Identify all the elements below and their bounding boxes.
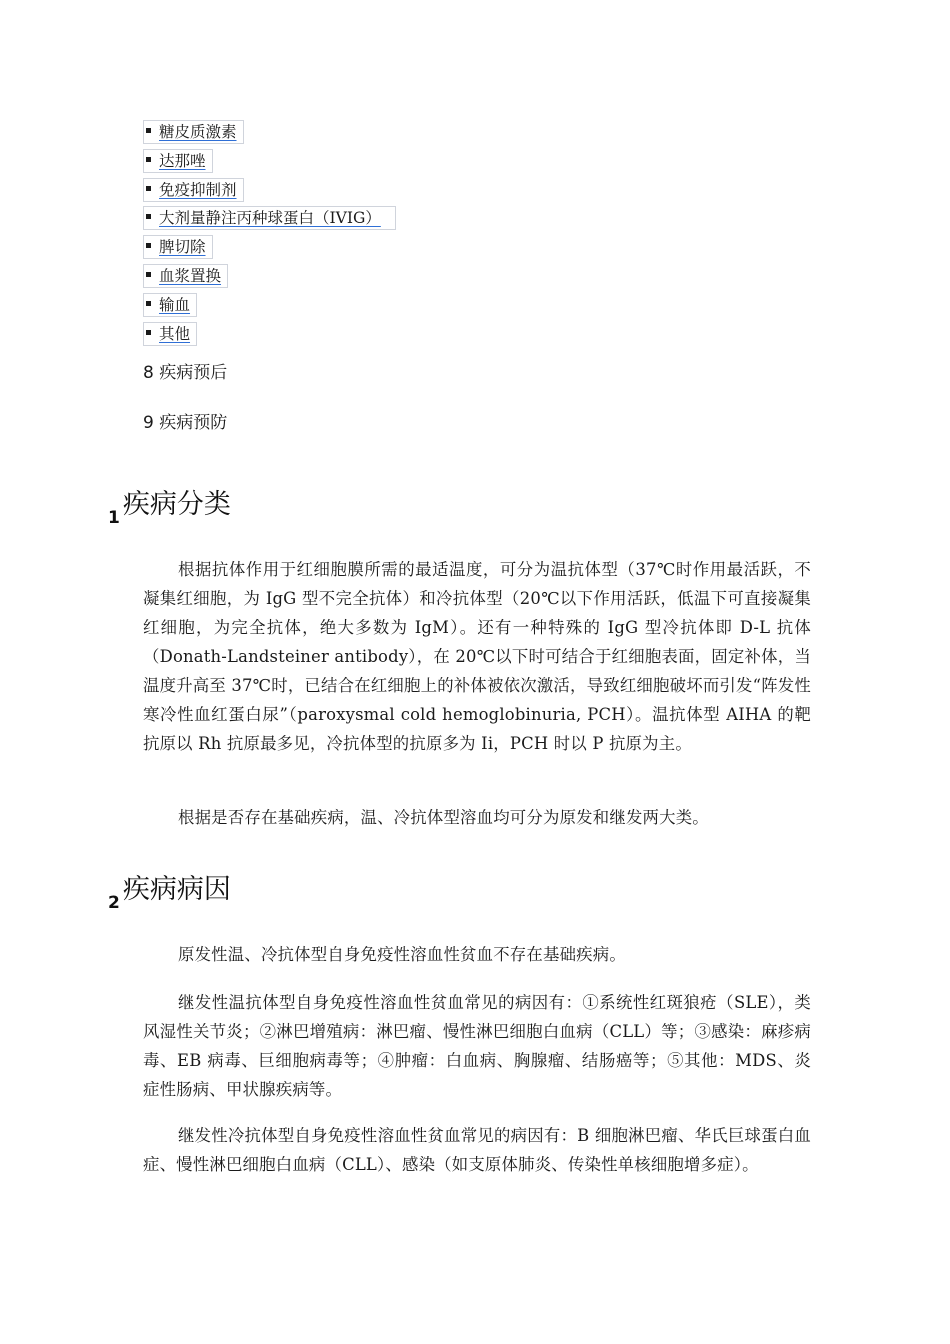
paragraph: 根据抗体作用于红细胞膜所需的最适温度，可分为温抗体型（37℃时作用最活跃，不凝集红细胞，为 IgG 型不完全抗体）和冷抗体型（20℃以下作用活跃，低温下可直接凝集红细胞，为完全抗体，绝大多数为 IgM）。还有一种特殊的 IgG 型冷抗体即 D-L 抗体（Donath-Landsteiner antibody），在 20℃以下时可结合于红细胞表面，固定补体，当温度升高至 37℃时，已结合在红细胞上的补体被依次激活，导致红细胞破坏而引发“阵发性寒冷性血红蛋白尿”（paroxysmal cold hemoglobinuria, PCH）。温抗体型 AIHA 的靶抗原以 Rh 抗原最多见，冷抗体型的抗原多为 Ii，PCH 时以 P 抗原为主。	[143, 560, 811, 753]
toc-link-box[interactable]	[143, 322, 197, 346]
bullet-icon	[146, 214, 151, 219]
toc-link[interactable]: 达那唑	[159, 151, 206, 170]
toc-item-splenectomy[interactable]	[143, 235, 396, 257]
paragraph: 继发性冷抗体型自身免疫性溶血性贫血常见的病因有：B 细胞淋巴瘤、华氏巨球蛋白血症、慢性淋巴细胞白血病（CLL）、感染（如支原体肺炎、传染性单核细胞增多症）。	[143, 1126, 811, 1174]
toc-link[interactable]: 输血	[159, 295, 191, 314]
bullet-icon	[146, 186, 151, 191]
bullet-icon	[146, 243, 151, 248]
section-number: 2	[108, 893, 120, 913]
section-title: 疾病病因	[122, 874, 231, 905]
toc-section-prognosis[interactable]: 8 疾病预后	[143, 363, 228, 383]
toc-link[interactable]: 血浆置换	[159, 266, 222, 285]
toc-link-box[interactable]	[143, 149, 213, 173]
toc-section-prevention[interactable]: 9 疾病预防	[143, 413, 228, 433]
toc-link-box[interactable]	[143, 178, 244, 202]
toc-item-ivig[interactable]	[143, 206, 396, 228]
paragraph: 根据是否存在基础疾病，温、冷抗体型溶血均可分为原发和继发两大类。	[178, 808, 709, 827]
paragraph: 继发性温抗体型自身免疫性溶血性贫血常见的病因有：①系统性红斑狼疮（SLE），类风湿性关节炎；②淋巴增殖病：淋巴瘤、慢性淋巴细胞白血病（CLL）等；③感染：麻疹病毒、EB 病毒、巨细胞病毒等；④肿瘤：白血病、胸腺瘤、结肠癌等；⑤其他：MDS、炎症性肠病、甲状腺疾病等。	[143, 993, 811, 1099]
toc-link[interactable]: 免疫抑制剂	[159, 180, 237, 199]
toc-link[interactable]: 糖皮质激素	[159, 123, 237, 141]
toc-item-transfusion[interactable]	[143, 293, 396, 315]
section-title: 疾病分类	[122, 489, 231, 520]
section-heading-classification	[108, 482, 231, 528]
toc-item-other[interactable]	[143, 322, 396, 344]
bullet-icon	[146, 330, 151, 335]
toc-item-danazol[interactable]	[143, 149, 396, 171]
toc-link-box[interactable]	[143, 293, 197, 317]
section-number: 1	[108, 508, 120, 528]
toc-link-box[interactable]	[143, 120, 244, 144]
toc-link[interactable]: 大剂量静注丙种球蛋白（IVIG）	[159, 209, 381, 228]
bullet-icon	[146, 157, 151, 162]
toc-item-plasma-exchange[interactable]	[143, 264, 396, 286]
toc-link-box[interactable]	[143, 235, 213, 259]
bullet-icon	[146, 301, 151, 306]
table-of-contents	[143, 120, 396, 350]
toc-link-box[interactable]	[143, 206, 396, 230]
bullet-icon	[146, 272, 151, 277]
toc-link[interactable]: 其他	[159, 324, 191, 343]
bullet-icon	[146, 128, 151, 133]
toc-link-box[interactable]	[143, 264, 228, 288]
paragraph: 原发性温、冷抗体型自身免疫性溶血性贫血不存在基础疾病。	[178, 945, 626, 964]
toc-link[interactable]: 脾切除	[159, 238, 206, 257]
toc-item-immunosuppressant[interactable]	[143, 178, 396, 200]
toc-item-glucocorticoid[interactable]	[143, 120, 396, 142]
section-heading-etiology	[108, 867, 231, 913]
